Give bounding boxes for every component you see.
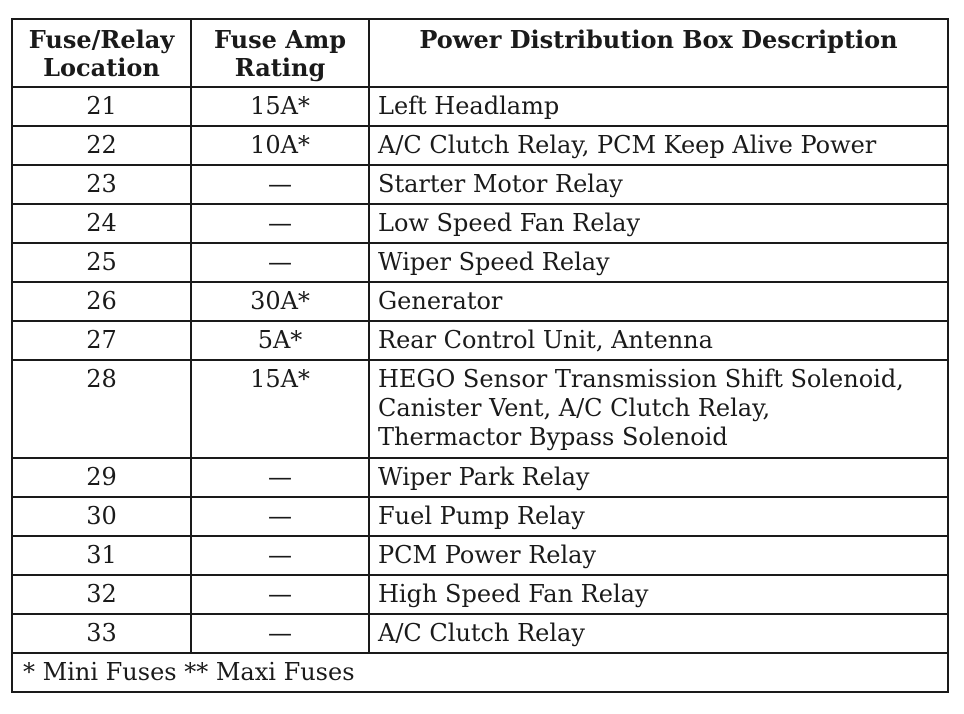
location-cell: 22	[12, 126, 191, 165]
amp-cell: —	[191, 614, 369, 653]
location-cell: 31	[12, 536, 191, 575]
table-row	[12, 614, 948, 653]
footnote-row	[12, 653, 948, 692]
amp-cell: —	[191, 458, 369, 497]
amp-cell: 30A*	[191, 282, 369, 321]
location-cell: 27	[12, 321, 191, 360]
table-row	[12, 126, 948, 165]
description-cell: PCM Power Relay	[369, 536, 948, 575]
location-cell: 30	[12, 497, 191, 536]
description-cell	[369, 360, 948, 458]
amp-cell: 10A*	[191, 126, 369, 165]
table-row	[12, 165, 948, 204]
description-cell: Low Speed Fan Relay	[369, 204, 948, 243]
amp-cell: 15A*	[191, 360, 369, 458]
location-cell: 21	[12, 87, 191, 126]
table-row	[12, 360, 948, 458]
table-row	[12, 87, 948, 126]
amp-cell: —	[191, 497, 369, 536]
location-cell: 23	[12, 165, 191, 204]
description-line: Canister Vent, A/C Clutch Relay,	[378, 394, 771, 422]
description-line: Thermactor Bypass Solenoid	[378, 423, 728, 451]
header-location-line1: Fuse/Relay	[28, 25, 175, 54]
table-row	[12, 204, 948, 243]
location-cell: 26	[12, 282, 191, 321]
header-location-line2: Location	[43, 53, 160, 82]
table-row	[12, 536, 948, 575]
amp-cell: 5A*	[191, 321, 369, 360]
location-cell: 33	[12, 614, 191, 653]
amp-cell: —	[191, 204, 369, 243]
table-row	[12, 282, 948, 321]
description-cell: A/C Clutch Relay	[369, 614, 948, 653]
header-amp-line2: Rating	[234, 53, 326, 82]
description-cell: High Speed Fan Relay	[369, 575, 948, 614]
table-row	[12, 458, 948, 497]
amp-cell: —	[191, 575, 369, 614]
header-amp-line1: Fuse Amp	[214, 25, 346, 54]
amp-cell: —	[191, 165, 369, 204]
description-cell: Rear Control Unit, Antenna	[369, 321, 948, 360]
description-cell: Wiper Speed Relay	[369, 243, 948, 282]
header-amp-rating	[191, 19, 369, 87]
fuse-relay-table	[11, 18, 949, 693]
table-row	[12, 243, 948, 282]
description-cell: Generator	[369, 282, 948, 321]
table-row	[12, 497, 948, 536]
location-cell: 28	[12, 360, 191, 458]
location-cell: 24	[12, 204, 191, 243]
description-cell: Starter Motor Relay	[369, 165, 948, 204]
description-cell: Wiper Park Relay	[369, 458, 948, 497]
amp-cell: 15A*	[191, 87, 369, 126]
location-cell: 25	[12, 243, 191, 282]
description-cell: Left Headlamp	[369, 87, 948, 126]
amp-cell: —	[191, 536, 369, 575]
description-cell: Fuel Pump Relay	[369, 497, 948, 536]
description-cell: A/C Clutch Relay, PCM Keep Alive Power	[369, 126, 948, 165]
footnote: * Mini Fuses ** Maxi Fuses	[12, 653, 948, 692]
table-row	[12, 321, 948, 360]
header-location	[12, 19, 191, 87]
table-row	[12, 575, 948, 614]
location-cell: 32	[12, 575, 191, 614]
location-cell: 29	[12, 458, 191, 497]
amp-cell: —	[191, 243, 369, 282]
header-description: Power Distribution Box Description	[369, 19, 948, 87]
table-header-row	[12, 19, 948, 87]
description-line: HEGO Sensor Transmission Shift Solenoid,	[378, 365, 904, 393]
